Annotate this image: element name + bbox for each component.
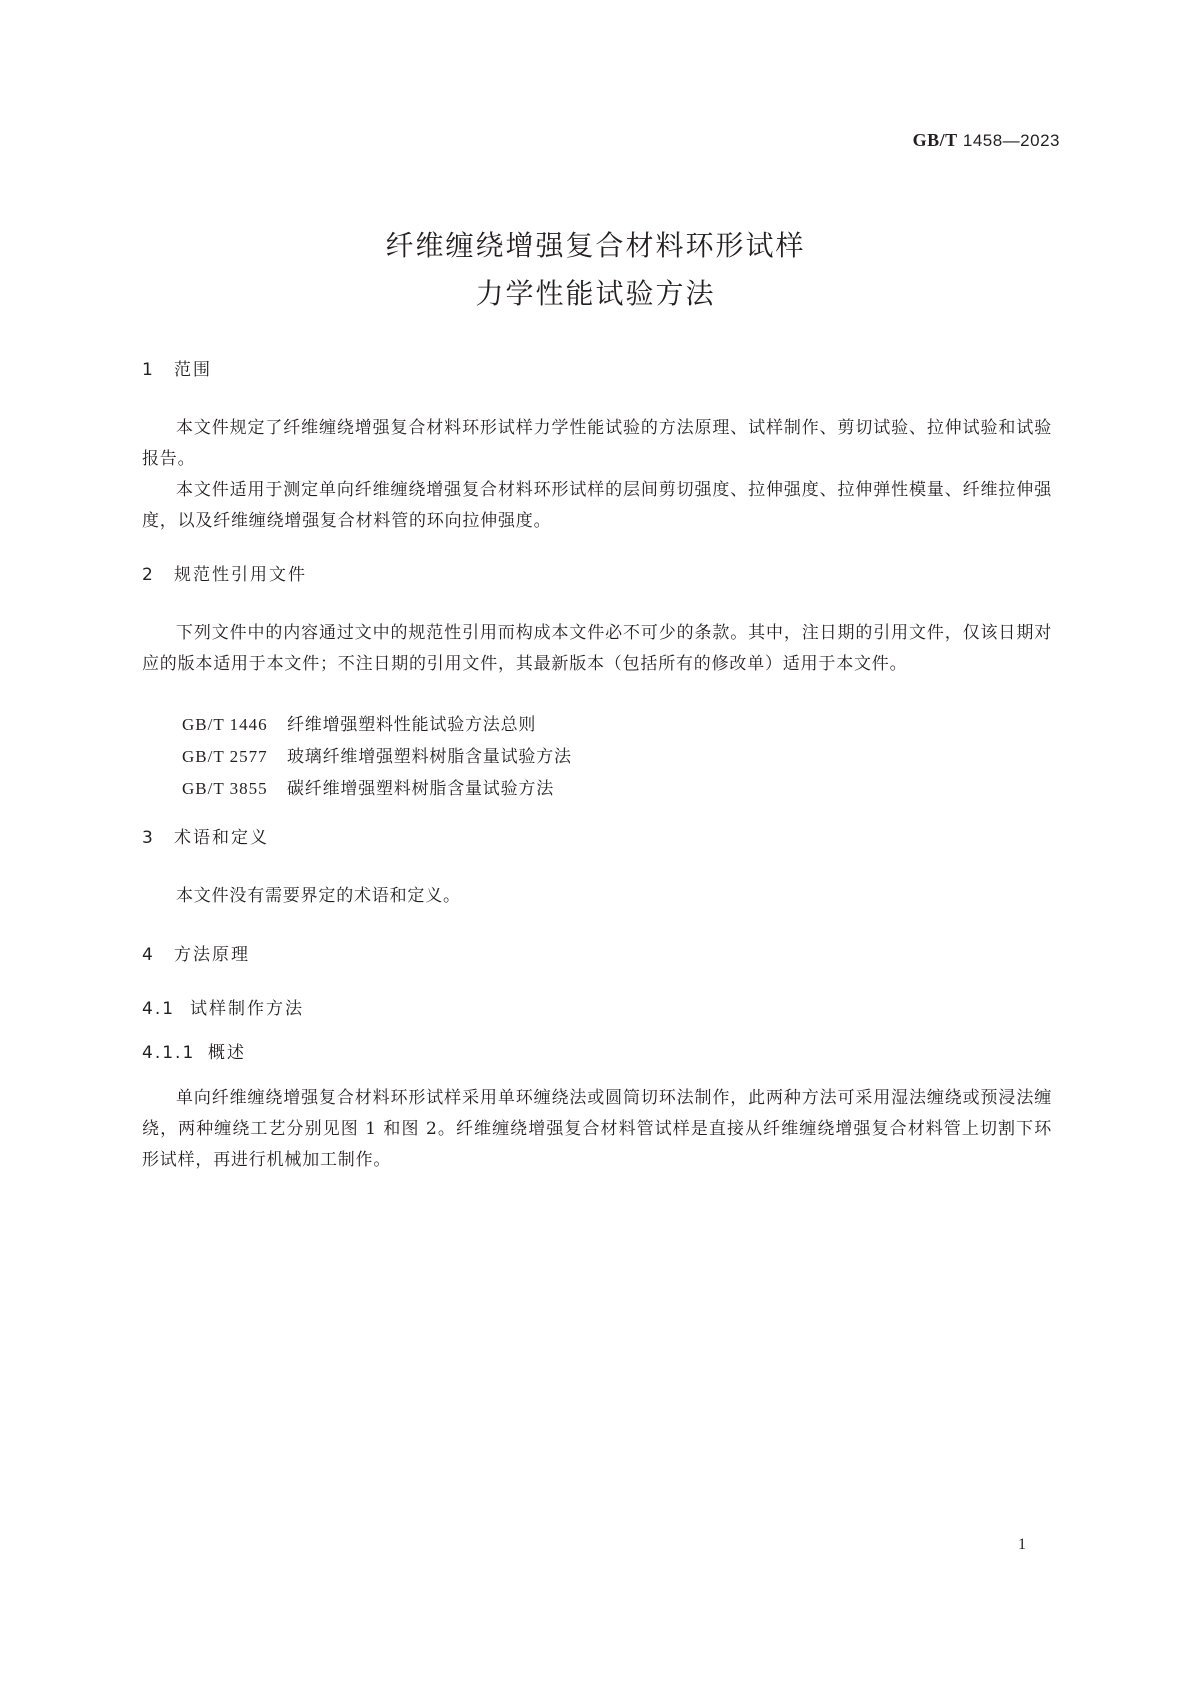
- reference-title: 纤维增强塑料性能试验方法总则: [287, 715, 537, 735]
- paragraph: 本文件没有需要界定的术语和定义。: [176, 886, 461, 906]
- paragraph: 本文件规定了纤维缠绕增强复合材料环形试样力学性能试验的方法原理、试样制作、剪切试验、拉伸试验和试验报告。: [142, 418, 1052, 469]
- reference-code: GB/T 3855: [182, 779, 268, 798]
- section-number: 4: [142, 945, 155, 965]
- reference-title: 碳纤维增强塑料树脂含量试验方法: [287, 779, 554, 799]
- paragraph: 单向纤维缠绕增强复合材料环形试样采用单环缠绕法或圆筒切环法制作，此两种方法可采用湿法缠绕或预浸法缠绕，两种缠绕工艺分别见图 1 和图 2。纤维缠绕增强复合材料管试样是直接从纤维缠绕增强复合材料管上切割下环形试样，再进行机械加工制作。: [142, 1088, 1052, 1170]
- reference-code: GB/T 2577: [182, 747, 268, 766]
- section-number: 4.1: [142, 999, 176, 1019]
- section-4-1-1-heading: [142, 1041, 246, 1065]
- reference-item: [182, 773, 572, 805]
- page-number: 1: [1018, 1536, 1026, 1553]
- section-3-heading: [142, 826, 269, 850]
- section-4-heading: [142, 943, 250, 967]
- section-title: 试样制作方法: [190, 999, 304, 1019]
- reference-title: 玻璃纤维增强塑料树脂含量试验方法: [287, 747, 572, 767]
- standard-code: 1458—2023: [962, 131, 1060, 150]
- standard-number: [913, 130, 1060, 151]
- section-1-body: [142, 413, 1052, 537]
- section-4-1-heading: [142, 997, 304, 1021]
- section-3-body: [142, 881, 1052, 912]
- section-title: 方法原理: [174, 945, 250, 965]
- section-title: 范围: [174, 360, 212, 380]
- title-line-2: 力学性能试验方法: [475, 277, 716, 310]
- section-number: 1: [142, 360, 155, 380]
- section-title: 规范性引用文件: [174, 565, 307, 585]
- section-title: 概述: [208, 1043, 246, 1063]
- reference-item: [182, 741, 572, 773]
- document-title: [0, 222, 1191, 318]
- reference-code: GB/T 1446: [182, 715, 268, 734]
- standard-prefix: GB/T: [912, 130, 958, 150]
- title-line-1: 纤维缠绕增强复合材料环形试样: [385, 229, 806, 262]
- section-4-1-1-body: [142, 1083, 1052, 1176]
- normative-reference-list: [182, 709, 572, 805]
- section-number: 4.1.1: [142, 1043, 196, 1063]
- section-title: 术语和定义: [174, 828, 269, 848]
- paragraph: 本文件适用于测定单向纤维缠绕增强复合材料环形试样的层间剪切强度、拉伸强度、拉伸弹性模量、纤维拉伸强度，以及纤维缠绕增强复合材料管的环向拉伸强度。: [142, 480, 1052, 531]
- section-number: 3: [142, 828, 155, 848]
- section-1-heading: [142, 358, 212, 382]
- section-number: 2: [142, 565, 155, 585]
- paragraph: 下列文件中的内容通过文中的规范性引用而构成本文件必不可少的条款。其中，注日期的引用文件，仅该日期对应的版本适用于本文件；不注日期的引用文件，其最新版本（包括所有的修改单）适用于本文件。: [142, 623, 1052, 674]
- reference-item: [182, 709, 572, 741]
- section-2-heading: [142, 563, 307, 587]
- section-2-body: [142, 618, 1052, 680]
